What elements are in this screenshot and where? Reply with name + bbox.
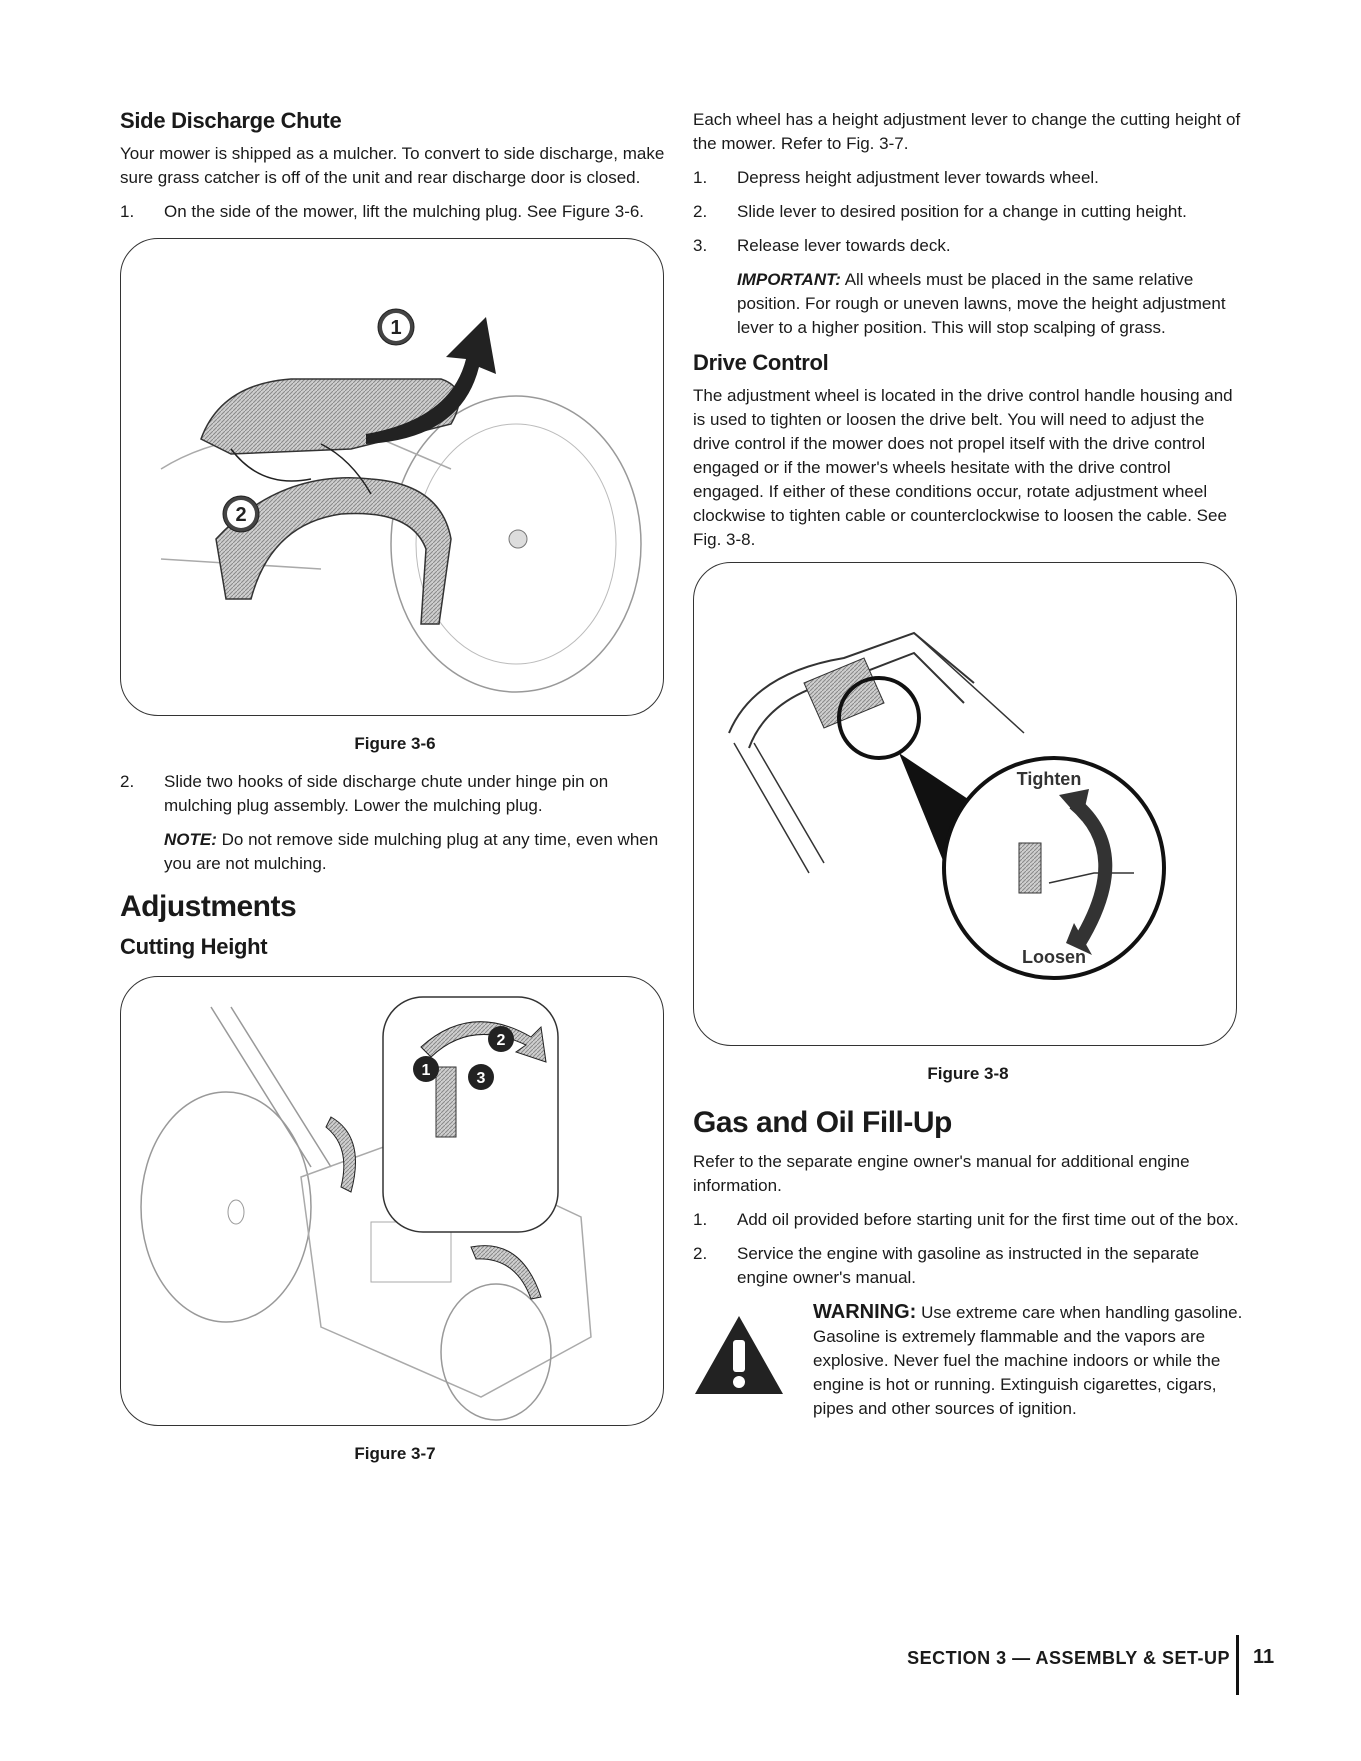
figure-3-8 xyxy=(693,562,1237,1046)
figure-3-8-caption: Figure 3-8 xyxy=(927,1064,1009,1083)
mulching-plug-illustration xyxy=(121,239,663,715)
front-wheel-shape xyxy=(441,1284,551,1420)
adjustment-highlight-circle xyxy=(839,678,919,758)
callout-3 xyxy=(468,1064,494,1090)
step-number: 1. xyxy=(120,202,135,221)
callout-1-label: 1 xyxy=(390,317,402,339)
gas-oil-intro: Refer to the separate engine owner's manual for additional engine information. xyxy=(693,1152,1190,1195)
figure-3-6-caption: Figure 3-6 xyxy=(354,734,436,753)
cutting-height-illustration xyxy=(121,977,663,1425)
step-text: Add oil provided before starting unit for the first time out of the box. xyxy=(737,1210,1239,1229)
adjustments-heading: Adjustments xyxy=(120,890,297,923)
step-text: On the side of the mower, lift the mulching plug. See Figure 3-6. xyxy=(164,202,645,221)
callout-3-label: 3 xyxy=(476,1070,486,1087)
step-text: Depress height adjustment lever towards wheel. xyxy=(737,168,1099,187)
step-number: 1. xyxy=(693,168,708,187)
drive-control-body: The adjustment wheel is located in the drive control handle housing and is used to tighten or loosen the drive belt. You will need to adjust the drive control if the mower does not propel itself with the drive control engaged or if the mower's wheels hesitate with the drive control engaged. If either of these conditions occur, rotate adjustment wheel clockwise to tighten cable or counterclockwise to loosen the cable. See Fig. 3-8. xyxy=(693,386,1233,549)
zoom-detail-circle xyxy=(944,758,1164,978)
step-number: 3. xyxy=(693,236,708,255)
step-text: Slide lever to desired position for a change in cutting height. xyxy=(737,202,1187,221)
callout-2-label: 2 xyxy=(496,1032,506,1049)
callout-1 xyxy=(378,309,414,345)
warning-label: WARNING: xyxy=(813,1301,917,1323)
drive-control-heading: Drive Control xyxy=(693,350,829,375)
footer-divider xyxy=(1236,1635,1239,1695)
note-paragraph xyxy=(164,828,670,876)
warning-text-block xyxy=(813,1300,1243,1421)
side-discharge-step-1 xyxy=(120,200,670,224)
important-text: All wheels must be placed in the same relative position. For rough or uneven lawns, move the height adjustment lever to a higher position. This will stop scalping of grass. xyxy=(737,270,1226,337)
left-column xyxy=(120,108,670,1480)
figure-3-7-caption: Figure 3-7 xyxy=(354,1444,436,1463)
warning-text: Use extreme care when handling gasoline. Gasoline is extremely flammable and the vapors are explosive. Never fuel the machine indoors or while the engine is hot or running. Extinguish cigarettes, cigars, pipes and other sources of ignition. xyxy=(813,1303,1243,1418)
cutting-height-step-3 xyxy=(693,234,1243,258)
warning-block xyxy=(693,1300,1243,1421)
important-paragraph xyxy=(737,268,1243,340)
cutting-height-step-2 xyxy=(693,200,1243,224)
step-number: 2. xyxy=(693,202,708,221)
warning-triangle-icon xyxy=(693,1314,785,1396)
loosen-label: Loosen xyxy=(1021,947,1087,967)
callout-1 xyxy=(413,1056,439,1082)
step-text: Release lever towards deck. xyxy=(737,236,951,255)
cutting-height-heading: Cutting Height xyxy=(120,934,268,959)
step-text: Service the engine with gasoline as instructed in the separate engine owner's manual. xyxy=(737,1244,1200,1287)
side-discharge-step-2 xyxy=(120,770,670,818)
right-column xyxy=(693,108,1243,1421)
gas-oil-step-2 xyxy=(693,1242,1243,1290)
note-text: Do not remove side mulching plug at any time, even when you are not mulching. xyxy=(164,830,659,873)
tighten-label: Tighten xyxy=(1016,769,1082,789)
section-footer: SECTION 3 — ASSEMBLY & SET-UP xyxy=(907,1648,1230,1668)
cutting-height-step-1 xyxy=(693,166,1243,190)
gas-oil-heading: Gas and Oil Fill-Up xyxy=(693,1106,952,1139)
figure-3-6 xyxy=(120,238,664,716)
important-label: IMPORTANT: xyxy=(737,270,841,289)
callout-2 xyxy=(223,496,259,532)
callout-2-label: 2 xyxy=(235,504,247,526)
drive-control-illustration xyxy=(694,563,1236,1045)
gas-oil-step-1 xyxy=(693,1208,1243,1232)
note-label: NOTE: xyxy=(164,830,217,849)
step-text: Slide two hooks of side discharge chute under hinge pin on mulching plug assembly. Lower the mulching plug. xyxy=(164,772,609,815)
callout-2 xyxy=(488,1026,514,1052)
step-number: 1. xyxy=(693,1210,708,1229)
side-discharge-intro: Your mower is shipped as a mulcher. To convert to side discharge, make sure grass catcher is off of the unit and rear discharge door is closed. xyxy=(120,144,665,187)
adjustment-wheel-shape xyxy=(1019,843,1041,893)
page-number: 11 xyxy=(1253,1646,1275,1668)
step-number: 2. xyxy=(120,772,135,791)
cutting-height-intro: Each wheel has a height adjustment lever to change the cutting height of the mower. Refer to Fig. 3-7. xyxy=(693,110,1241,153)
side-discharge-heading: Side Discharge Chute xyxy=(120,108,342,133)
figure-3-7 xyxy=(120,976,664,1426)
step-number: 2. xyxy=(693,1244,708,1263)
callout-1-label: 1 xyxy=(421,1062,431,1079)
